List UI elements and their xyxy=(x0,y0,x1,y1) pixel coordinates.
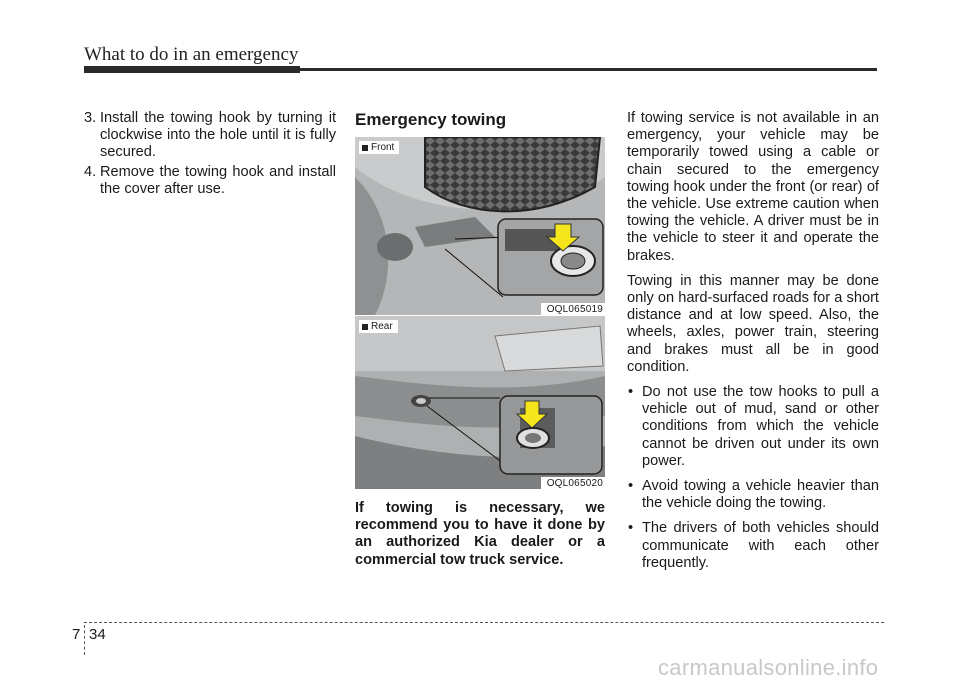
bullet-text: Avoid towing a vehicle heavier than the vehicle doing the towing. xyxy=(642,478,879,512)
dealer-recommendation-note: If towing is necessary, we recommend you to have it done by an authorized Kia dealer or a commercial tow truck service. xyxy=(355,500,605,568)
page-header-title: What to do in an emergency xyxy=(84,44,299,65)
bullet-dot-icon: • xyxy=(628,520,634,537)
watermark: carmanualsonline.info xyxy=(658,655,879,680)
section-title: Emergency towing xyxy=(355,110,507,129)
bullet-text: The drivers of both vehicles should communicate with each other frequently. xyxy=(642,520,879,571)
step-number: 4. xyxy=(84,163,97,180)
square-bullet-icon xyxy=(362,324,368,330)
paragraph: Towing in this manner may be done only on hard-surfaced roads for a short distance and at low speed. Also, the wheels, axles, power train, steering and brakes must all be in good condition. xyxy=(627,272,879,375)
paragraph: If towing service is not available in an emergency, your vehicle may be temporarily towed using a cable or chain secured to the emergency towing hook under the front (or rear) of the vehicle. Use extreme caution when towing the vehicle. A driver must be in the vehicle to steer it and operate the brakes. xyxy=(627,110,879,264)
page-number: 34 xyxy=(89,626,106,643)
footer-rule xyxy=(84,622,884,623)
chapter-number: 7 xyxy=(72,626,81,643)
step-text: Install the towing hook by turning it clockwise into the hole until it is fully secured. xyxy=(100,110,336,161)
header-rule xyxy=(84,68,877,71)
square-bullet-icon xyxy=(362,145,368,151)
figure-tag-label: Front xyxy=(371,142,395,153)
step-text: Remove the towing hook and install the cover after use. xyxy=(100,163,336,197)
bullet-text: Do not use the tow hooks to pull a vehicle out of mud, sand or other conditions from which the vehicle cannot be driven out under its own power. xyxy=(642,384,879,469)
step-item xyxy=(84,110,336,162)
bullet-item xyxy=(627,520,879,572)
rear-tow-hook-figure xyxy=(355,316,605,489)
front-bumper-illustration xyxy=(355,137,605,315)
front-tow-hook-figure xyxy=(355,137,605,315)
figure-tag xyxy=(359,320,398,333)
bullet-item xyxy=(627,384,879,470)
bullet-item xyxy=(627,478,879,512)
step-item xyxy=(84,164,336,198)
figure-tag-label: Rear xyxy=(371,321,393,332)
figure-tag xyxy=(359,141,399,154)
bullet-dot-icon: • xyxy=(628,478,634,495)
left-column xyxy=(84,110,336,200)
rear-bumper-illustration xyxy=(355,316,605,489)
figure-code: OQL065019 xyxy=(541,303,605,315)
right-column xyxy=(627,110,879,580)
step-number: 3. xyxy=(84,110,97,126)
figure-code: OQL065020 xyxy=(541,477,605,489)
bullet-dot-icon: • xyxy=(628,384,634,401)
footer-vertical-rule xyxy=(84,625,85,655)
